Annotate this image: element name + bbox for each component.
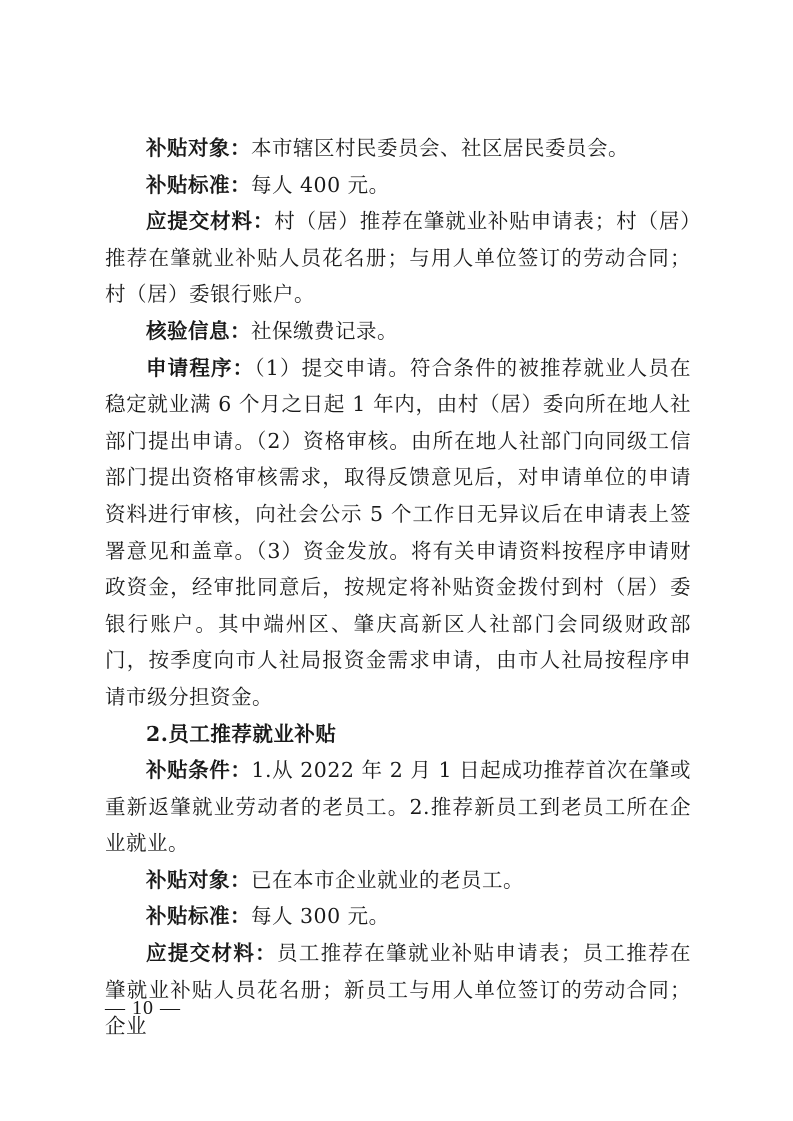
field-label: 应提交材料： bbox=[146, 209, 275, 234]
field-label: 补贴标准： bbox=[146, 904, 251, 929]
page-number: — 10 — bbox=[105, 997, 181, 1019]
field-text: 每人 300 元。 bbox=[251, 904, 390, 929]
paragraph-required-materials bbox=[105, 203, 691, 313]
paragraph-verification-info bbox=[105, 313, 691, 350]
field-label: 应提交材料： bbox=[146, 941, 277, 966]
paragraph-required-materials-2 bbox=[105, 935, 691, 1045]
paragraph-subsidy-target-2 bbox=[105, 862, 691, 899]
field-text: 本市辖区村民委员会、社区居民委员会。 bbox=[251, 136, 629, 160]
field-text: （1）提交申请。符合条件的被推荐就业人员在稳定就业满 6 个月之日起 1 年内，由村（居）委向所在地人社部门提出申请。（2）资格审核。由所在地人社部门向同级工信部门提出资格审核需求，取得反馈意见后，对申请单位的申请资料进行审核，向社会公示 5 个工作日无异议后在申请表上签署意见和盖章。（3）资金发放。将有关申请资料按程序申请财政资金，经审批同意后，按规定将补贴资金拨付到村（居）委银行账户。其中端州区、肇庆高新区人社部门会同级财政部门，按季度向市人社局报资金需求申请，由市人社局按程序申请市级分担资金。 bbox=[105, 355, 691, 709]
field-text: 员工推荐在肇就业补贴申请表；员工推荐在肇就业补贴人员花名册；新员工与用人单位签订的劳动合同；企业 bbox=[105, 941, 691, 1039]
field-label: 补贴对象： bbox=[146, 867, 251, 892]
paragraph-subsidy-standard bbox=[105, 167, 691, 204]
paragraph-subsidy-conditions bbox=[105, 752, 691, 862]
field-label: 申请程序： bbox=[146, 355, 255, 380]
field-text: 每人 400 元。 bbox=[251, 172, 390, 197]
document-body bbox=[105, 130, 691, 1045]
field-text: 1.从 2022 年 2 月 1 日起成功推荐首次在肇或重新返肇就业劳动者的老员工。2.推荐新员工到老员工所在企业就业。 bbox=[105, 758, 691, 856]
field-text: 已在本市企业就业的老员工。 bbox=[251, 867, 524, 892]
paragraph-application-procedure bbox=[105, 350, 691, 716]
field-label: 补贴对象： bbox=[146, 136, 251, 160]
paragraph-subsidy-standard-2 bbox=[105, 898, 691, 935]
field-label: 补贴条件： bbox=[146, 758, 252, 783]
field-label: 补贴标准： bbox=[146, 172, 251, 197]
field-text: 社保缴费记录。 bbox=[251, 318, 398, 343]
paragraph-subsidy-target bbox=[105, 130, 691, 167]
section-heading: 2.员工推荐就业补贴 bbox=[146, 721, 337, 746]
field-text: 村（居）推荐在肇就业补贴申请表；村（居）推荐在肇就业补贴人员花名册；与用人单位签订的劳动合同；村（居）委银行账户。 bbox=[105, 209, 692, 307]
field-label: 核验信息： bbox=[146, 318, 251, 343]
